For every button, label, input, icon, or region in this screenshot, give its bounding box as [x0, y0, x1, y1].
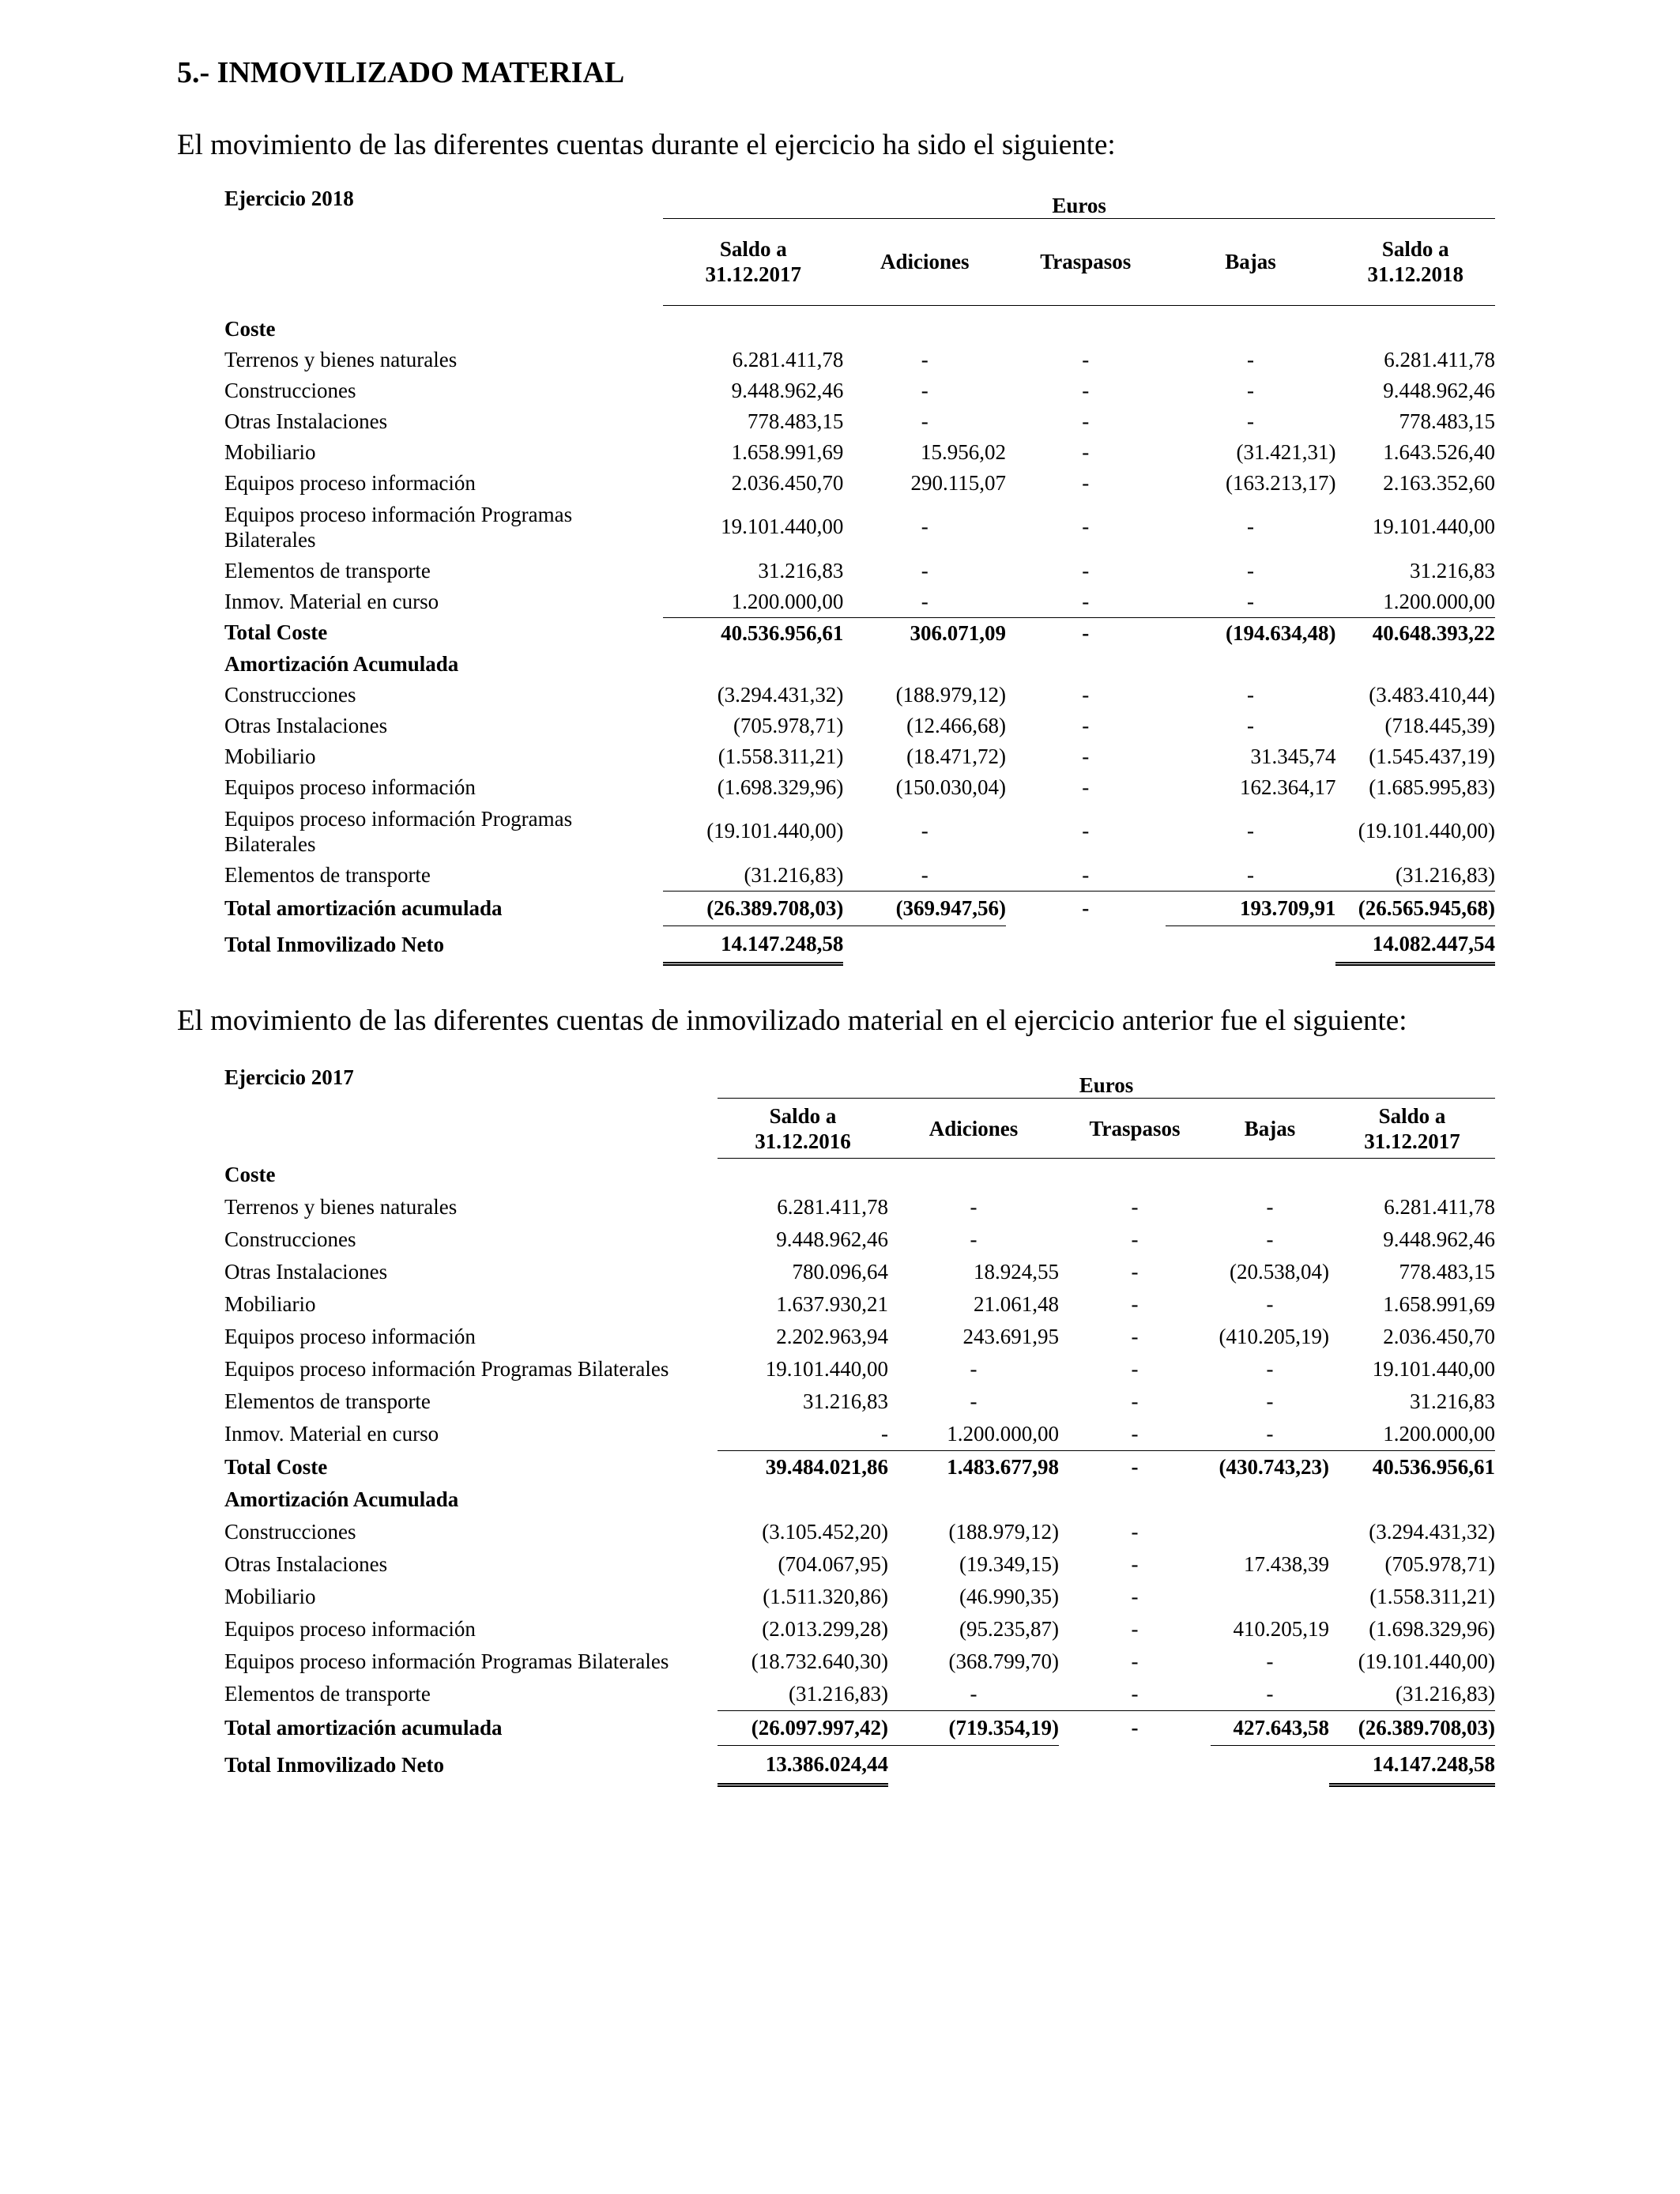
currency-label: Euros — [718, 1065, 1495, 1099]
row-label: Equipos proceso información Programas Bilaterales — [224, 502, 573, 552]
cell-value: - — [1266, 1357, 1274, 1381]
cell-value: 9.448.962,46 — [731, 378, 844, 402]
cell-value: - — [921, 819, 929, 843]
cell-value: 31.216,83 — [803, 1389, 888, 1413]
row-label: Mobiliario — [224, 1585, 316, 1608]
cell-value: 19.101.440,00 — [1372, 1357, 1495, 1381]
cell-value: - — [1006, 586, 1166, 618]
row-label: Equipos proceso información Programas Bilaterales — [224, 1357, 669, 1381]
cell-value: - — [1082, 409, 1090, 433]
cell-value: - — [1131, 1357, 1139, 1381]
cell-value — [1059, 1746, 1211, 1785]
cell-value: (705.978,71) — [733, 713, 844, 737]
coste-row — [224, 345, 1495, 375]
cell-value: - — [1166, 586, 1336, 618]
cell-value: (31.216,83) — [1335, 860, 1495, 892]
cell-value: (19.101.440,00) — [706, 819, 844, 843]
cell-value: - — [1082, 558, 1090, 582]
cell-value: - — [1247, 558, 1254, 582]
cell-value: 1.643.526,40 — [1383, 439, 1495, 464]
cell-value: (19.101.440,00) — [1358, 819, 1495, 843]
total-coste-row — [224, 617, 1495, 649]
amortizacion-row — [224, 860, 1495, 892]
row-label: Equipos proceso información — [224, 1617, 476, 1641]
cell-value: - — [1247, 682, 1254, 707]
cell-value: - — [921, 515, 929, 538]
row-label: Construcciones — [224, 1227, 356, 1251]
cell-value: (1.685.995,83) — [1369, 775, 1495, 799]
cell-value: - — [1131, 1552, 1139, 1576]
cell-value: 2.202.963,94 — [776, 1325, 888, 1348]
cell-value: (3.483.410,44) — [1369, 682, 1495, 707]
cell-value: - — [921, 409, 929, 433]
cell-value: 290.115,07 — [910, 470, 1007, 495]
cell-value: 778.483,15 — [1399, 1260, 1495, 1284]
coste-row — [224, 375, 1495, 406]
row-label: Otras Instalaciones — [224, 713, 388, 737]
header-saldo-inicial — [718, 1099, 888, 1159]
ejercicio-label: Ejercicio 2018 — [224, 187, 354, 210]
ejercicio-row — [224, 187, 1495, 218]
section-coste-text: Coste — [224, 1163, 276, 1186]
cell-value: (1.558.311,21) — [1369, 1585, 1495, 1608]
cell-value: (18.471,72) — [906, 744, 1007, 768]
cell-value: 13.386.024,44 — [718, 1746, 888, 1785]
cell-value: (95.235,87) — [959, 1617, 1059, 1641]
section-coste-text: Coste — [224, 316, 276, 341]
row-label: Construcciones — [224, 378, 356, 402]
cell-value: - — [1006, 860, 1166, 892]
cell-value: - — [1266, 1195, 1274, 1219]
cell-value: 31.216,83 — [1410, 1389, 1495, 1413]
cell-value: (150.030,04) — [895, 775, 1007, 799]
header-saldo-inicial — [663, 218, 843, 305]
amortizacion-row — [224, 1613, 1495, 1646]
amortizacion-row — [224, 1548, 1495, 1581]
cell-value: (20.538,04) — [1230, 1260, 1329, 1284]
header-adiciones: Adiciones — [843, 218, 1006, 305]
cell-value: (26.097.997,42) — [718, 1711, 888, 1746]
cell-value: 40.536.956,61 — [721, 620, 844, 645]
row-label: Total Inmovilizado Neto — [224, 932, 445, 956]
cell-value: - — [1082, 620, 1090, 645]
ejercicio-row — [224, 1065, 1495, 1099]
coste-row — [224, 437, 1495, 468]
cell-value: (718.445,39) — [1384, 713, 1495, 737]
cell-value: - — [1059, 1418, 1211, 1451]
cell-value: - — [1131, 1716, 1139, 1740]
cell-value — [1211, 1581, 1329, 1613]
cell-value: (705.978,71) — [1384, 1552, 1495, 1576]
cell-value: 780.096,64 — [792, 1260, 888, 1284]
cell-value: 39.484.021,86 — [765, 1455, 888, 1479]
cell-value: (18.732.640,30) — [751, 1649, 888, 1673]
cell-value: - — [1247, 347, 1254, 371]
row-label: Elementos de transporte — [224, 558, 431, 582]
header-saldo-inicial-line1: Saldo a — [719, 237, 787, 261]
cell-value: 15.956,02 — [921, 439, 1007, 464]
cell-value: - — [1082, 682, 1090, 707]
cell-value: - — [1131, 1389, 1139, 1413]
coste-row — [224, 1418, 1495, 1451]
cell-value: 1.200.000,00 — [888, 1418, 1059, 1451]
header-saldo-final-line2: 31.12.2017 — [1364, 1129, 1460, 1153]
section-coste — [224, 314, 1495, 345]
amortizacion-row — [224, 680, 1495, 711]
coste-row — [224, 1288, 1495, 1321]
header-saldo-inicial-line2: 31.12.2016 — [755, 1129, 851, 1153]
row-label: Construcciones — [224, 1520, 356, 1544]
ejercicio-label: Ejercicio 2017 — [224, 1065, 354, 1089]
cell-value: 40.536.956,61 — [1372, 1455, 1495, 1479]
cell-value: 2.036.450,70 — [1383, 1325, 1495, 1348]
cell-value: - — [970, 1389, 977, 1413]
cell-value: 21.061,48 — [974, 1292, 1059, 1316]
cell-value: - — [1247, 378, 1254, 402]
cell-value — [1211, 1516, 1329, 1548]
cell-value: 778.483,15 — [1399, 409, 1495, 433]
currency-label: Euros — [663, 187, 1495, 218]
cell-value: 1.200.000,00 — [1335, 586, 1495, 618]
cell-value: 2.163.352,60 — [1383, 470, 1495, 495]
cell-value: - — [888, 1678, 1059, 1711]
cell-value: 17.438,39 — [1244, 1552, 1329, 1576]
cell-value: - — [1059, 1678, 1211, 1711]
cell-value: - — [1211, 1418, 1329, 1451]
amortizacion-row — [224, 1646, 1495, 1678]
cell-value: 2.036.450,70 — [731, 470, 844, 495]
cell-value: 9.448.962,46 — [1383, 1227, 1495, 1251]
header-bajas: Bajas — [1166, 218, 1336, 305]
cell-value: - — [1131, 1455, 1139, 1479]
section-amortizacion — [224, 649, 1495, 680]
cell-value: - — [1266, 1649, 1274, 1673]
cell-value: 14.147.248,58 — [1329, 1746, 1495, 1785]
cell-value: (163.213,17) — [1225, 470, 1336, 495]
coste-row — [224, 468, 1495, 499]
cell-value: (31.216,83) — [718, 1678, 888, 1711]
row-label: Mobiliario — [224, 1292, 316, 1316]
cell-value — [843, 925, 1006, 963]
section-amortizacion — [224, 1483, 1495, 1516]
section-amortizacion-text: Amortización Acumulada — [224, 1487, 459, 1511]
cell-value: 6.281.411,78 — [777, 1195, 888, 1219]
cell-value: (2.013.299,28) — [762, 1617, 888, 1641]
coste-row — [224, 1385, 1495, 1418]
cell-value: - — [1266, 1227, 1274, 1251]
cell-value — [1211, 1746, 1329, 1785]
cell-value: 9.448.962,46 — [776, 1227, 888, 1251]
cell-value: - — [970, 1195, 977, 1219]
header-saldo-final — [1329, 1099, 1495, 1159]
row-label: Total amortización acumulada — [224, 1716, 503, 1740]
row-label: Elementos de transporte — [224, 862, 431, 887]
cell-value: - — [1247, 713, 1254, 737]
cell-value: (368.799,70) — [948, 1649, 1059, 1673]
amortizacion-row — [224, 1678, 1495, 1711]
amortizacion-row — [224, 772, 1495, 803]
row-label: Total Inmovilizado Neto — [224, 1753, 445, 1777]
cell-value: - — [1247, 819, 1254, 843]
row-label: Equipos proceso información Programas Bilaterales — [224, 1649, 669, 1673]
cell-value: (188.979,12) — [948, 1520, 1059, 1544]
header-saldo-final — [1335, 218, 1495, 305]
cell-value: - — [1131, 1227, 1139, 1251]
intro-2017: El movimiento de las diferentes cuentas de inmovilizado material en el ejercicio anterior fue el siguiente: — [177, 1005, 1407, 1037]
cell-value: - — [1131, 1617, 1139, 1641]
cell-value: 31.345,74 — [1250, 744, 1336, 768]
cell-value: - — [1131, 1520, 1139, 1544]
intro-2018: El movimiento de las diferentes cuentas durante el ejercicio ha sido el siguiente: — [177, 129, 1116, 161]
header-saldo-final-line2: 31.12.2018 — [1367, 262, 1463, 286]
cell-value: 9.448.962,46 — [1383, 378, 1495, 402]
cell-value: 31.216,83 — [758, 558, 844, 582]
cell-value: 19.101.440,00 — [765, 1357, 888, 1381]
coste-row — [224, 586, 1495, 618]
table-2017 — [224, 1065, 1495, 1787]
cell-value: 1.637.930,21 — [776, 1292, 888, 1316]
header-saldo-inicial-line2: 31.12.2017 — [705, 262, 802, 286]
row-label: Elementos de transporte — [224, 1682, 431, 1706]
cell-value: - — [1266, 1292, 1274, 1316]
total-amortizacion-row — [224, 1711, 1495, 1746]
cell-value — [1006, 925, 1166, 963]
row-label: Equipos proceso información — [224, 1325, 476, 1348]
cell-value: (26.389.708,03) — [1329, 1711, 1495, 1746]
amortizacion-row — [224, 1581, 1495, 1613]
cell-value: - — [921, 347, 929, 371]
cell-value: - — [1082, 439, 1090, 464]
total-neto-row — [224, 1746, 1495, 1785]
row-label: Mobiliario — [224, 439, 316, 464]
cell-value: (1.698.329,96) — [717, 775, 844, 799]
coste-row — [224, 406, 1495, 437]
cell-value: (26.389.708,03) — [663, 891, 843, 925]
row-label: Equipos proceso información Programas Bilaterales — [224, 806, 573, 856]
cell-value: 1.200.000,00 — [663, 586, 843, 618]
cell-value: - — [843, 860, 1006, 892]
cell-value: 14.082.447,54 — [1335, 925, 1495, 963]
cell-value: (188.979,12) — [895, 682, 1007, 707]
amortizacion-row — [224, 741, 1495, 772]
cell-value: 162.364,17 — [1239, 775, 1336, 799]
coste-row — [224, 499, 1495, 556]
cell-value: 6.281.411,78 — [732, 347, 844, 371]
cell-value: (31.421,31) — [1236, 439, 1336, 464]
row-label: Total Coste — [224, 620, 328, 645]
cell-value: - — [1082, 378, 1090, 402]
cell-value: (31.216,83) — [1329, 1678, 1495, 1711]
column-header-row — [224, 218, 1495, 305]
column-header-row — [224, 1099, 1495, 1159]
total-coste-row — [224, 1451, 1495, 1484]
cell-value: - — [843, 586, 1006, 618]
cell-value: (1.511.320,86) — [763, 1585, 888, 1608]
coste-row — [224, 1321, 1495, 1353]
cell-value: (704.067,95) — [778, 1552, 888, 1576]
cell-value: (194.634,48) — [1225, 620, 1336, 645]
amortizacion-row — [224, 711, 1495, 741]
cell-value: 40.648.393,22 — [1372, 620, 1495, 645]
cell-value: - — [1131, 1260, 1139, 1284]
row-label: Total amortización acumulada — [224, 895, 503, 920]
row-label: Inmov. Material en curso — [224, 589, 439, 613]
cell-value: (369.947,56) — [843, 891, 1006, 925]
cell-value: 1.200.000,00 — [1329, 1418, 1495, 1451]
cell-value: - — [1266, 1389, 1274, 1413]
cell-value: (31.216,83) — [663, 860, 843, 892]
cell-value: 19.101.440,00 — [1372, 515, 1495, 538]
cell-value: (1.698.329,96) — [1369, 1617, 1495, 1641]
total-amortizacion-row — [224, 891, 1495, 925]
cell-value: - — [1082, 347, 1090, 371]
row-label: Terrenos y bienes naturales — [224, 347, 458, 371]
row-label: Equipos proceso información — [224, 775, 476, 799]
row-label: Total Coste — [224, 1454, 328, 1479]
row-label: Otras Instalaciones — [224, 1552, 388, 1576]
header-saldo-final-line1: Saldo a — [1381, 237, 1449, 261]
cell-value: - — [1082, 819, 1090, 843]
cell-value: (719.354,19) — [888, 1711, 1059, 1746]
cell-value: - — [1247, 409, 1254, 433]
cell-value: - — [1131, 1585, 1139, 1608]
row-label: Mobiliario — [224, 744, 316, 768]
row-label: Inmov. Material en curso — [224, 1422, 439, 1446]
cell-value: - — [970, 1357, 977, 1381]
cell-value: - — [1082, 744, 1090, 768]
section-heading: 5.- INMOVILIZADO MATERIAL — [177, 56, 625, 89]
row-label: Construcciones — [224, 682, 356, 707]
row-label: Elementos de transporte — [224, 1389, 431, 1413]
cell-value: 778.483,15 — [747, 409, 844, 433]
cell-value: (430.743,23) — [1219, 1455, 1329, 1479]
section-coste — [224, 1159, 1495, 1192]
cell-value: - — [970, 1227, 977, 1251]
cell-value: 19.101.440,00 — [721, 515, 844, 538]
cell-value: 14.147.248,58 — [663, 925, 843, 963]
cell-value: (1.558.311,21) — [718, 744, 844, 768]
cell-value: 6.281.411,78 — [1384, 347, 1495, 371]
cell-value: - — [1082, 515, 1090, 538]
cell-value: (3.294.431,32) — [1369, 1520, 1495, 1544]
row-label: Equipos proceso información — [224, 470, 476, 495]
table-2018 — [224, 187, 1495, 966]
cell-value: (26.565.945,68) — [1335, 891, 1495, 925]
total-neto-row — [224, 925, 1495, 963]
cell-value: - — [1082, 470, 1090, 495]
cell-value: (3.105.452,20) — [762, 1520, 888, 1544]
row-label: Otras Instalaciones — [224, 409, 388, 433]
amortizacion-row — [224, 1516, 1495, 1548]
cell-value: - — [1082, 895, 1090, 920]
cell-value: 306.071,09 — [910, 620, 1007, 645]
header-saldo-final-line1: Saldo a — [1378, 1103, 1446, 1128]
cell-value: - — [1211, 1678, 1329, 1711]
row-label: Terrenos y bienes naturales — [224, 1195, 458, 1219]
cell-value — [888, 1746, 1059, 1785]
cell-value: 1.658.991,69 — [1383, 1292, 1495, 1316]
header-adiciones: Adiciones — [888, 1099, 1059, 1159]
coste-row — [224, 1191, 1495, 1223]
cell-value: (1.545.437,19) — [1369, 744, 1495, 768]
cell-value: - — [1166, 860, 1336, 892]
cell-value: (46.990,35) — [959, 1585, 1059, 1608]
cell-value: 1.483.677,98 — [947, 1455, 1059, 1479]
header-blank — [224, 218, 663, 305]
cell-value: 6.281.411,78 — [1384, 1195, 1495, 1219]
cell-value: - — [718, 1418, 888, 1451]
cell-value: 31.216,83 — [1410, 558, 1495, 582]
cell-value: - — [1082, 775, 1090, 799]
cell-value: 18.924,55 — [974, 1260, 1059, 1284]
cell-value: (3.294.431,32) — [717, 682, 844, 707]
header-traspasos: Traspasos — [1006, 218, 1166, 305]
coste-row — [224, 1223, 1495, 1256]
cell-value: - — [1131, 1325, 1139, 1348]
cell-value: (12.466,68) — [906, 713, 1007, 737]
cell-value: - — [921, 558, 929, 582]
header-blank — [224, 1099, 718, 1159]
header-bajas: Bajas — [1211, 1099, 1329, 1159]
cell-value: (19.349,15) — [959, 1552, 1059, 1576]
coste-row — [224, 1256, 1495, 1288]
cell-value: 193.709,91 — [1166, 891, 1336, 925]
cell-value: (410.205,19) — [1219, 1325, 1329, 1348]
cell-value: - — [1082, 713, 1090, 737]
coste-row — [224, 1353, 1495, 1385]
cell-value: - — [1131, 1292, 1139, 1316]
amortizacion-row — [224, 803, 1495, 860]
cell-value — [1166, 925, 1336, 963]
coste-row — [224, 556, 1495, 586]
row-label: Otras Instalaciones — [224, 1260, 388, 1284]
header-saldo-inicial-line1: Saldo a — [769, 1103, 837, 1128]
cell-value: 410.205,19 — [1233, 1617, 1329, 1641]
cell-value: - — [921, 378, 929, 402]
section-amortizacion-text: Amortización Acumulada — [224, 651, 459, 676]
cell-value: - — [1247, 515, 1254, 538]
cell-value: (19.101.440,00) — [1358, 1649, 1495, 1673]
cell-value: 427.643,58 — [1211, 1711, 1329, 1746]
cell-value: - — [1131, 1649, 1139, 1673]
cell-value: 1.658.991,69 — [731, 439, 844, 464]
cell-value: - — [1131, 1195, 1139, 1219]
cell-value: 243.691,95 — [962, 1325, 1059, 1348]
header-traspasos: Traspasos — [1059, 1099, 1211, 1159]
